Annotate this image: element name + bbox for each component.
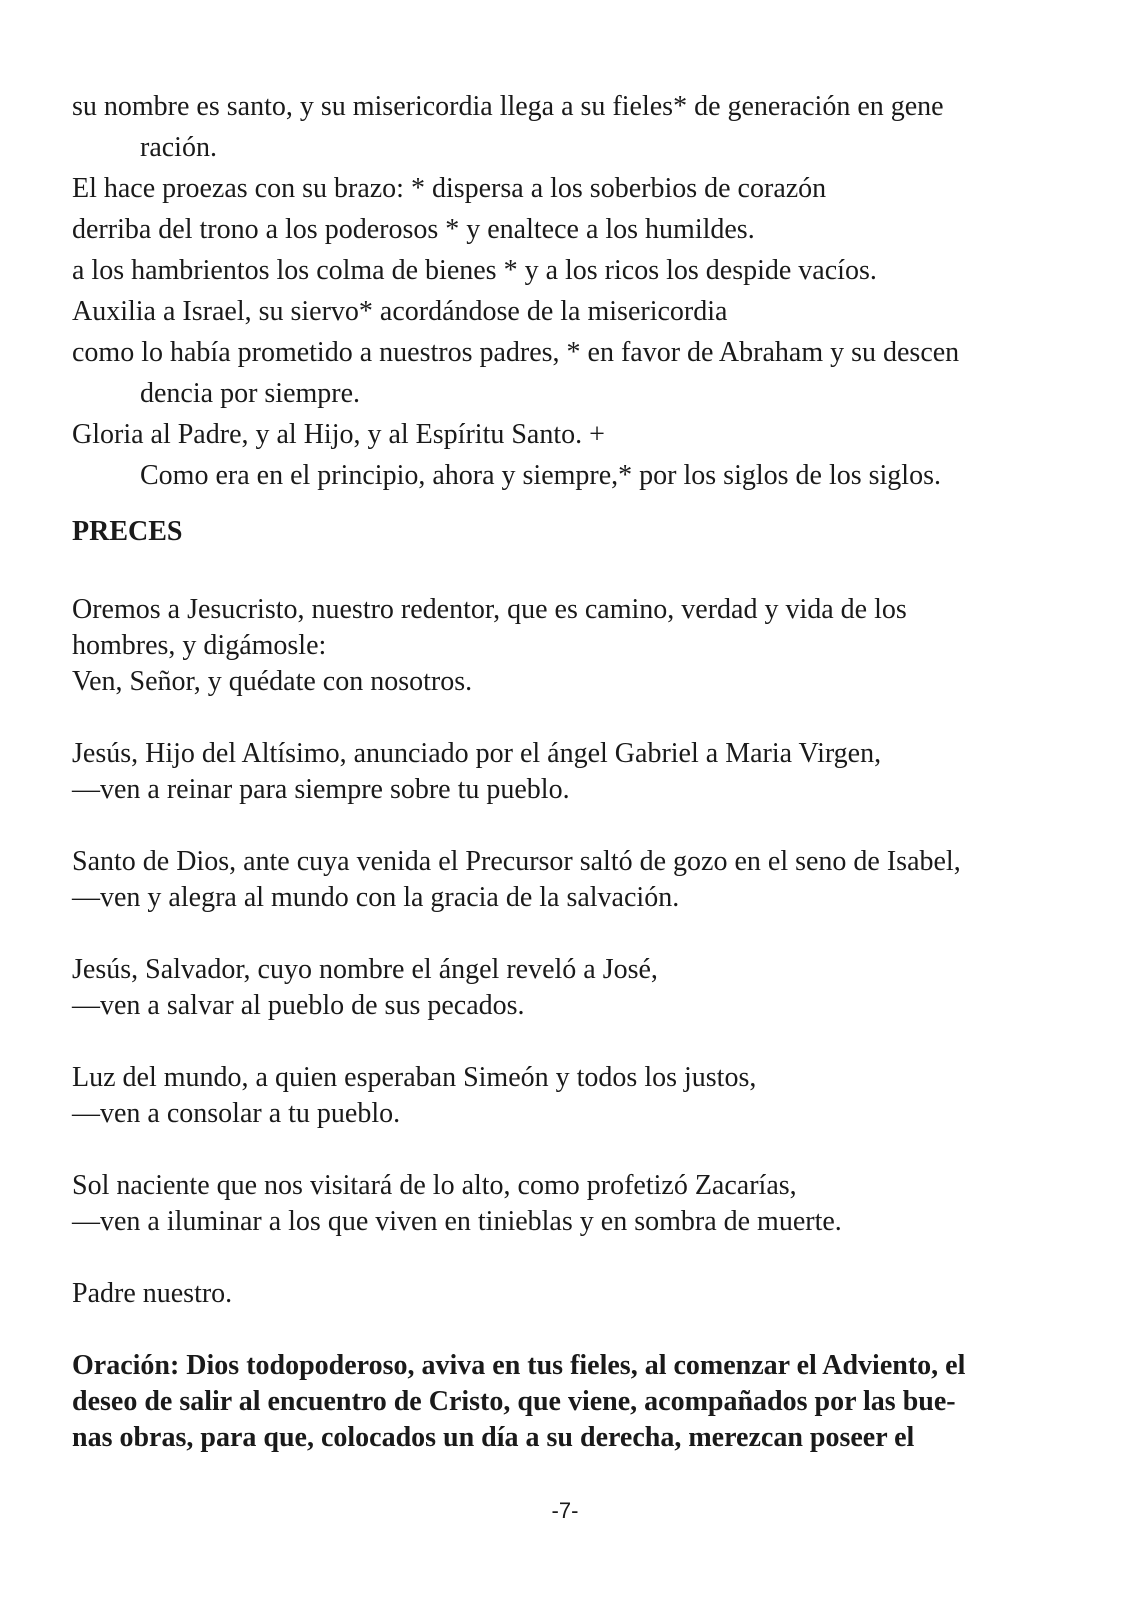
- petition: [72, 736, 1062, 808]
- petition-response: —ven a salvar al pueblo de sus pecados.: [72, 990, 525, 1021]
- prayer-line: deseo de salir al encuentro de Cristo, que viene, acompañados por las bue-: [72, 1386, 956, 1417]
- intro-response: Ven, Señor, y quédate con nosotros.: [72, 666, 473, 697]
- canticle-line: su nombre es santo, y su misericordia llega a su fieles* de generación en gene: [72, 91, 944, 122]
- canticle-line: como lo había prometido a nuestros padres, * en favor de Abraham y su descen: [72, 337, 960, 368]
- prayer-line: nas obras, para que, colocados un día a su derecha, merezcan poseer el: [72, 1422, 915, 1453]
- petition-invocation: Sol naciente que nos visitará de lo alto, como profetizó Zacarías,: [72, 1170, 797, 1201]
- petition-invocation: Jesús, Hijo del Altísimo, anunciado por el ángel Gabriel a Maria Virgen,: [72, 738, 882, 769]
- intro-line: hombres, y digámosle:: [72, 630, 327, 661]
- prayer-line: Oración: Dios todopoderoso, aviva en tus fieles, al comenzar el Adviento, el: [72, 1350, 966, 1381]
- petition-response: —ven a iluminar a los que viven en tinieblas y en sombra de muerte.: [72, 1206, 842, 1237]
- canticle-text: [72, 86, 1062, 496]
- canticle-line: Auxilia a Israel, su siervo* acordándose de la misericordia: [72, 296, 728, 327]
- preces-intro: [72, 592, 1062, 700]
- petition: [72, 1060, 1062, 1132]
- canticle-line: ración.: [140, 132, 217, 163]
- page-content: [72, 86, 1062, 1456]
- closing-prayer: [72, 1348, 1062, 1456]
- petition: [72, 952, 1062, 1024]
- preces-heading: PRECES: [72, 516, 183, 547]
- canticle-line: dencia por siempre.: [140, 378, 361, 409]
- petition-response: —ven a reinar para siempre sobre tu pueblo.: [72, 774, 570, 805]
- petition: [72, 1168, 1062, 1240]
- canticle-line: Como era en el principio, ahora y siempre,* por los siglos de los siglos.: [140, 460, 941, 491]
- petition-invocation: Jesús, Salvador, cuyo nombre el ángel reveló a José,: [72, 954, 658, 985]
- intro-line: Oremos a Jesucristo, nuestro redentor, que es camino, verdad y vida de los: [72, 594, 907, 625]
- petition-invocation: Santo de Dios, ante cuya venida el Precursor saltó de gozo en el seno de Isabel,: [72, 846, 961, 877]
- petition-response: —ven a consolar a tu pueblo.: [72, 1098, 401, 1129]
- canticle-line: derriba del trono a los poderosos * y enaltece a los humildes.: [72, 214, 755, 245]
- our-father-line: Padre nuestro.: [72, 1278, 233, 1309]
- page-number: -7-: [551, 1498, 579, 1523]
- canticle-line: El hace proezas con su brazo: * dispersa a los soberbios de corazón: [72, 173, 827, 204]
- petition: [72, 844, 1062, 916]
- canticle-line: a los hambrientos los colma de bienes * y a los ricos los despide vacíos.: [72, 255, 877, 286]
- canticle-line: Gloria al Padre, y al Hijo, y al Espíritu Santo. +: [72, 419, 605, 450]
- petition-response: —ven y alegra al mundo con la gracia de la salvación.: [72, 882, 680, 913]
- petition-invocation: Luz del mundo, a quien esperaban Simeón y todos los justos,: [72, 1062, 757, 1093]
